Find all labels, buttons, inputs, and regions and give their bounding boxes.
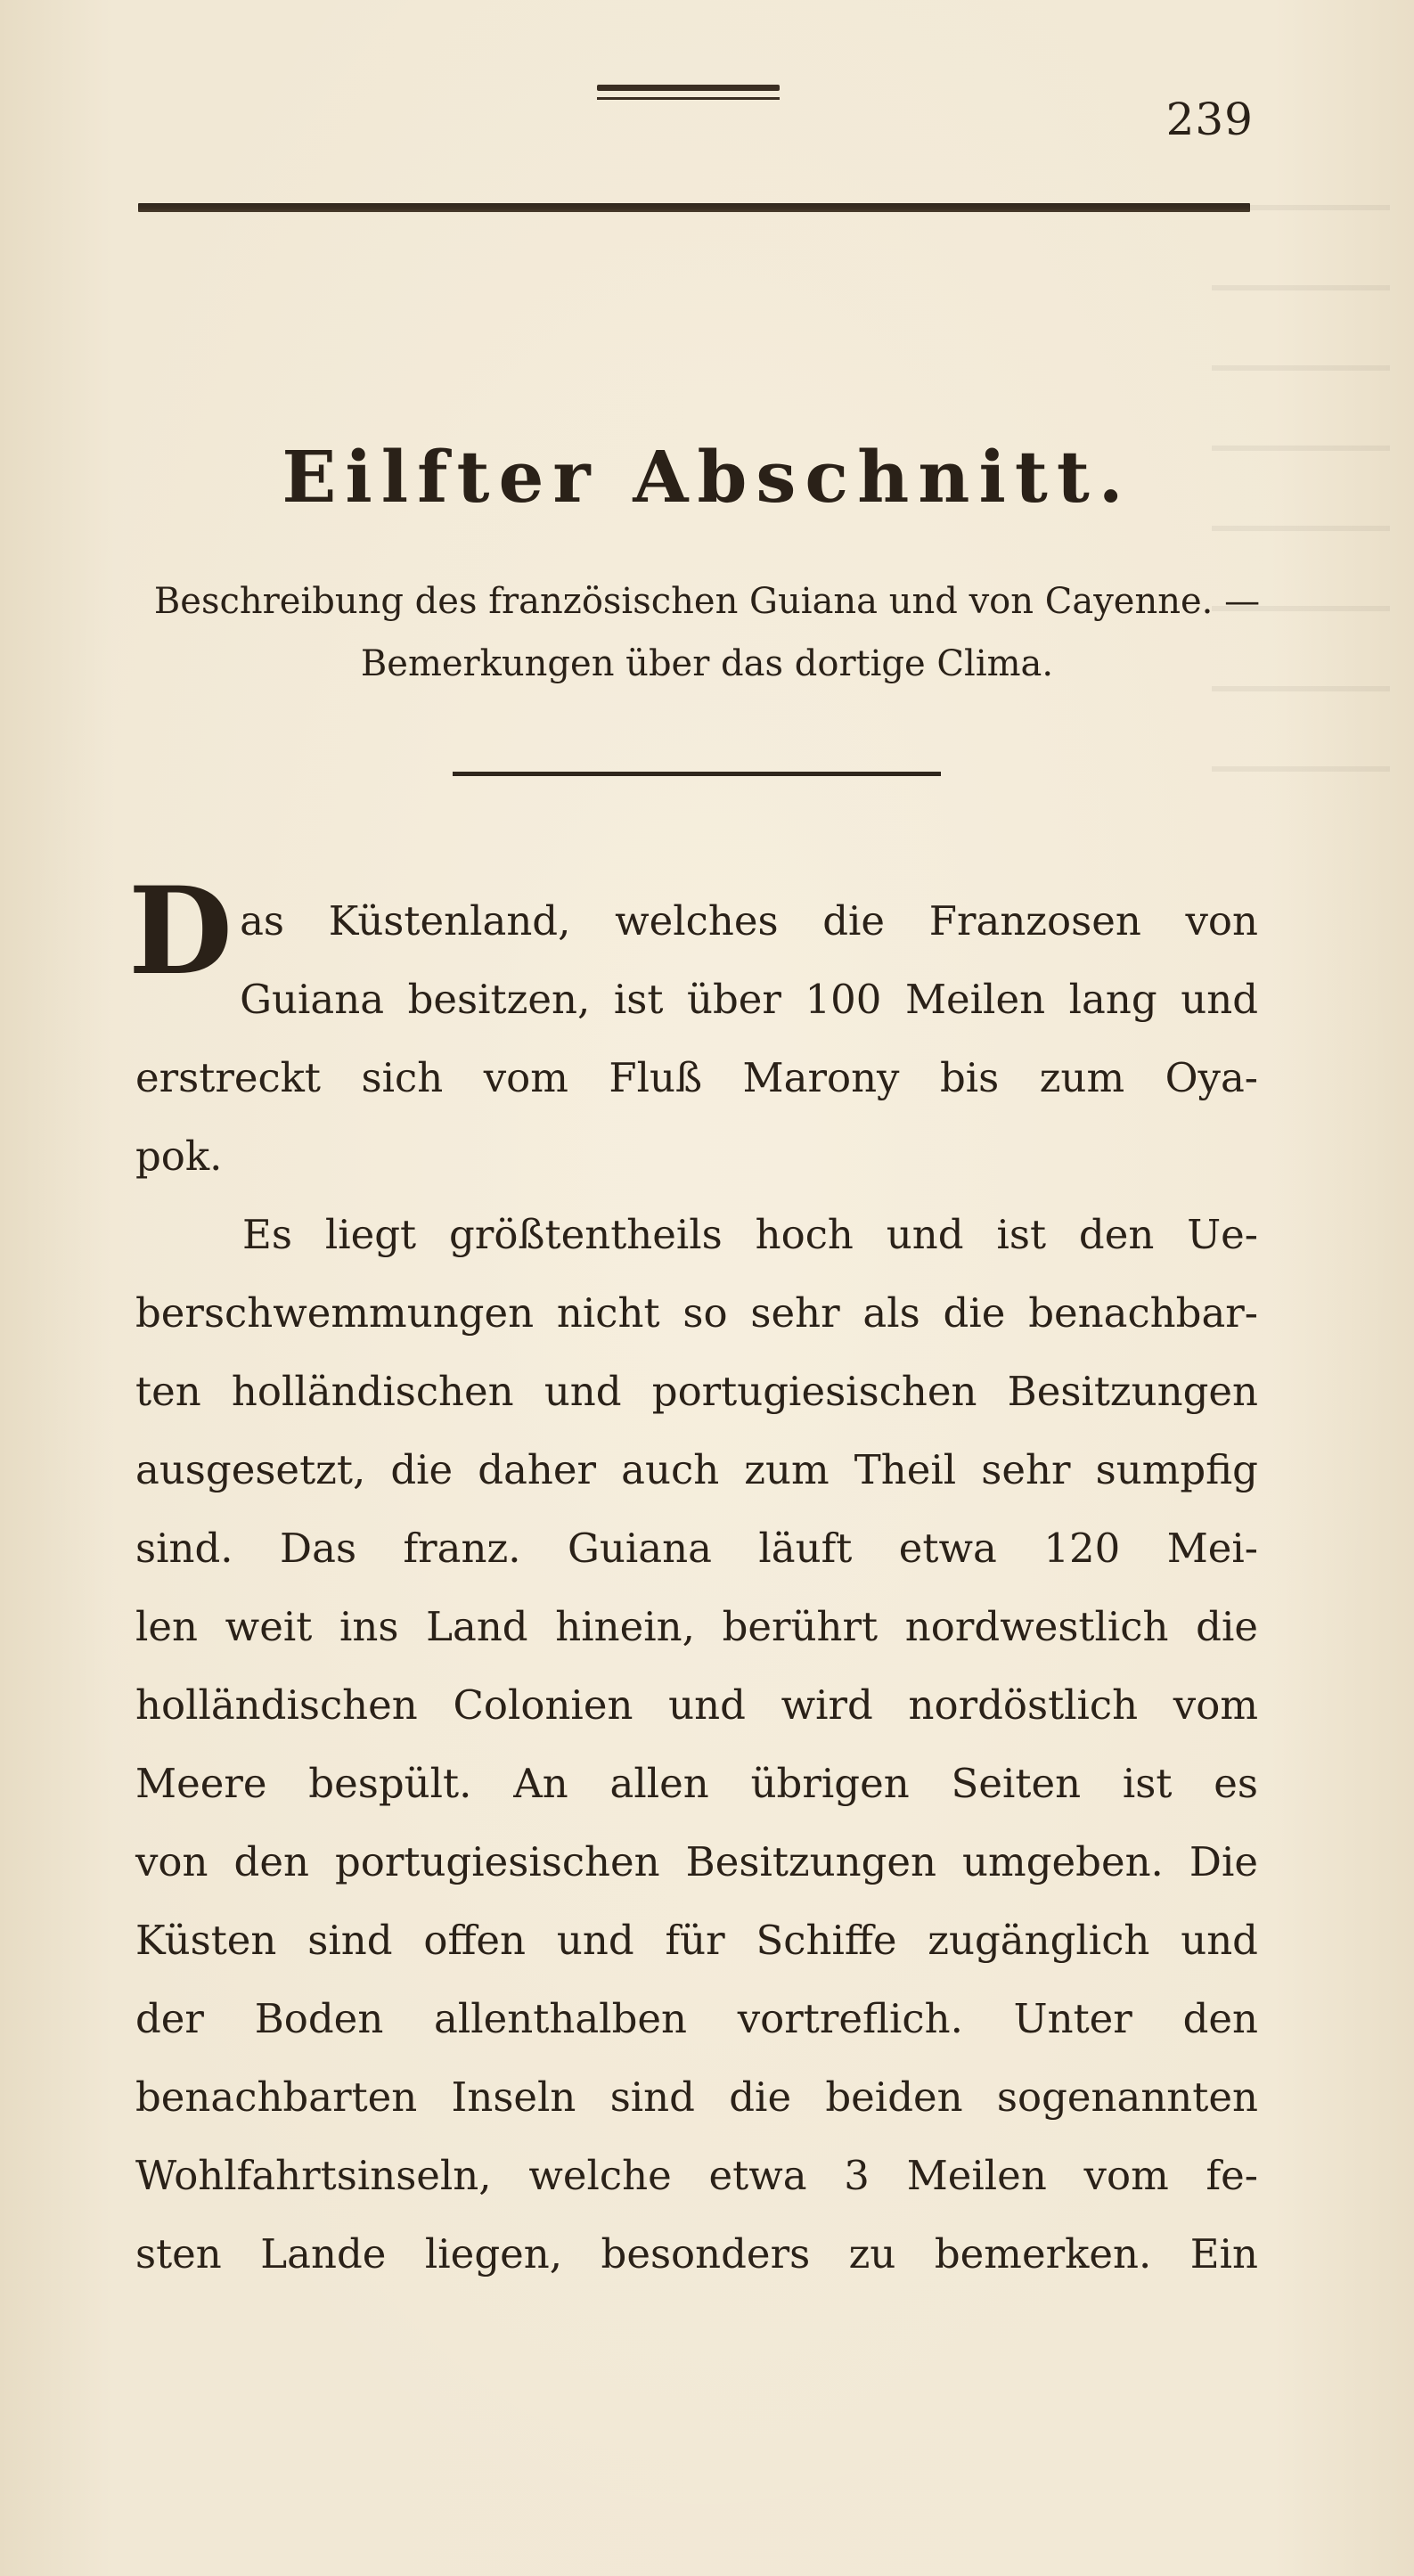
body-line: Wohlfahrtsinseln, welche etwa 3 Meilen vom fe- <box>135 2152 1258 2199</box>
body-line: pok. <box>135 1133 223 1180</box>
drop-cap: D <box>128 860 233 1002</box>
body-line: Es liegt größtentheils hoch und ist den Ue- <box>242 1211 1258 1258</box>
body-text <box>128 860 1258 2294</box>
body-line: von den portugiesischen Besitzungen umgeben. Die <box>135 1838 1258 1885</box>
body-line-text: as Küstenland, welches die Franzosen von <box>240 897 1258 945</box>
body-line: ausgesetzt, die daher auch zum Theil sehr sumpfig <box>135 1446 1258 1493</box>
body-line: benachbarten Inseln sind die beiden sogenannten <box>135 2073 1258 2121</box>
body-line: sind. Das franz. Guiana läuft etwa 120 Mei- <box>135 1525 1258 1572</box>
page-number: 239 <box>1165 94 1254 145</box>
chapter-subtitle-line-1: Beschreibung des französischen Guiana und von Cayenne. — <box>153 581 1261 622</box>
ornament-thick-line <box>597 85 780 91</box>
top-ornament-rule <box>597 85 780 102</box>
body-line: erstreckt sich vom Fluß Marony bis zum Oya- <box>135 1054 1258 1101</box>
body-line: Guiana besitzen, ist über 100 Meilen lang und <box>240 976 1258 1023</box>
ornament-thin-line <box>597 97 780 100</box>
body-line: Meere bespült. An allen übrigen Seiten ist es <box>135 1760 1258 1807</box>
chapter-title: Eilfter Abschnitt. <box>282 435 1132 519</box>
chapter-subtitle-line-2: Bemerkungen über das dortige Clima. <box>360 643 1054 684</box>
header-rule <box>138 203 1250 212</box>
body-line: ten holländischen und portugiesischen Besitzungen <box>135 1368 1258 1415</box>
body-line: Küsten sind offen und für Schiffe zugänglich und <box>135 1917 1258 1964</box>
body-line: berschwemmungen nicht so sehr als die benachbar- <box>135 1289 1258 1337</box>
body-line: holländischen Colonien und wird nordöstlich vom <box>135 1681 1258 1729</box>
body-line: len weit ins Land hinein, berührt nordwestlich die <box>135 1603 1258 1650</box>
body-line: sten Lande liegen, besonders zu bemerken. Ein <box>135 2230 1258 2278</box>
body-line: der Boden allenthalben vortreflich. Unter den <box>135 1995 1258 2042</box>
section-divider <box>453 772 941 776</box>
